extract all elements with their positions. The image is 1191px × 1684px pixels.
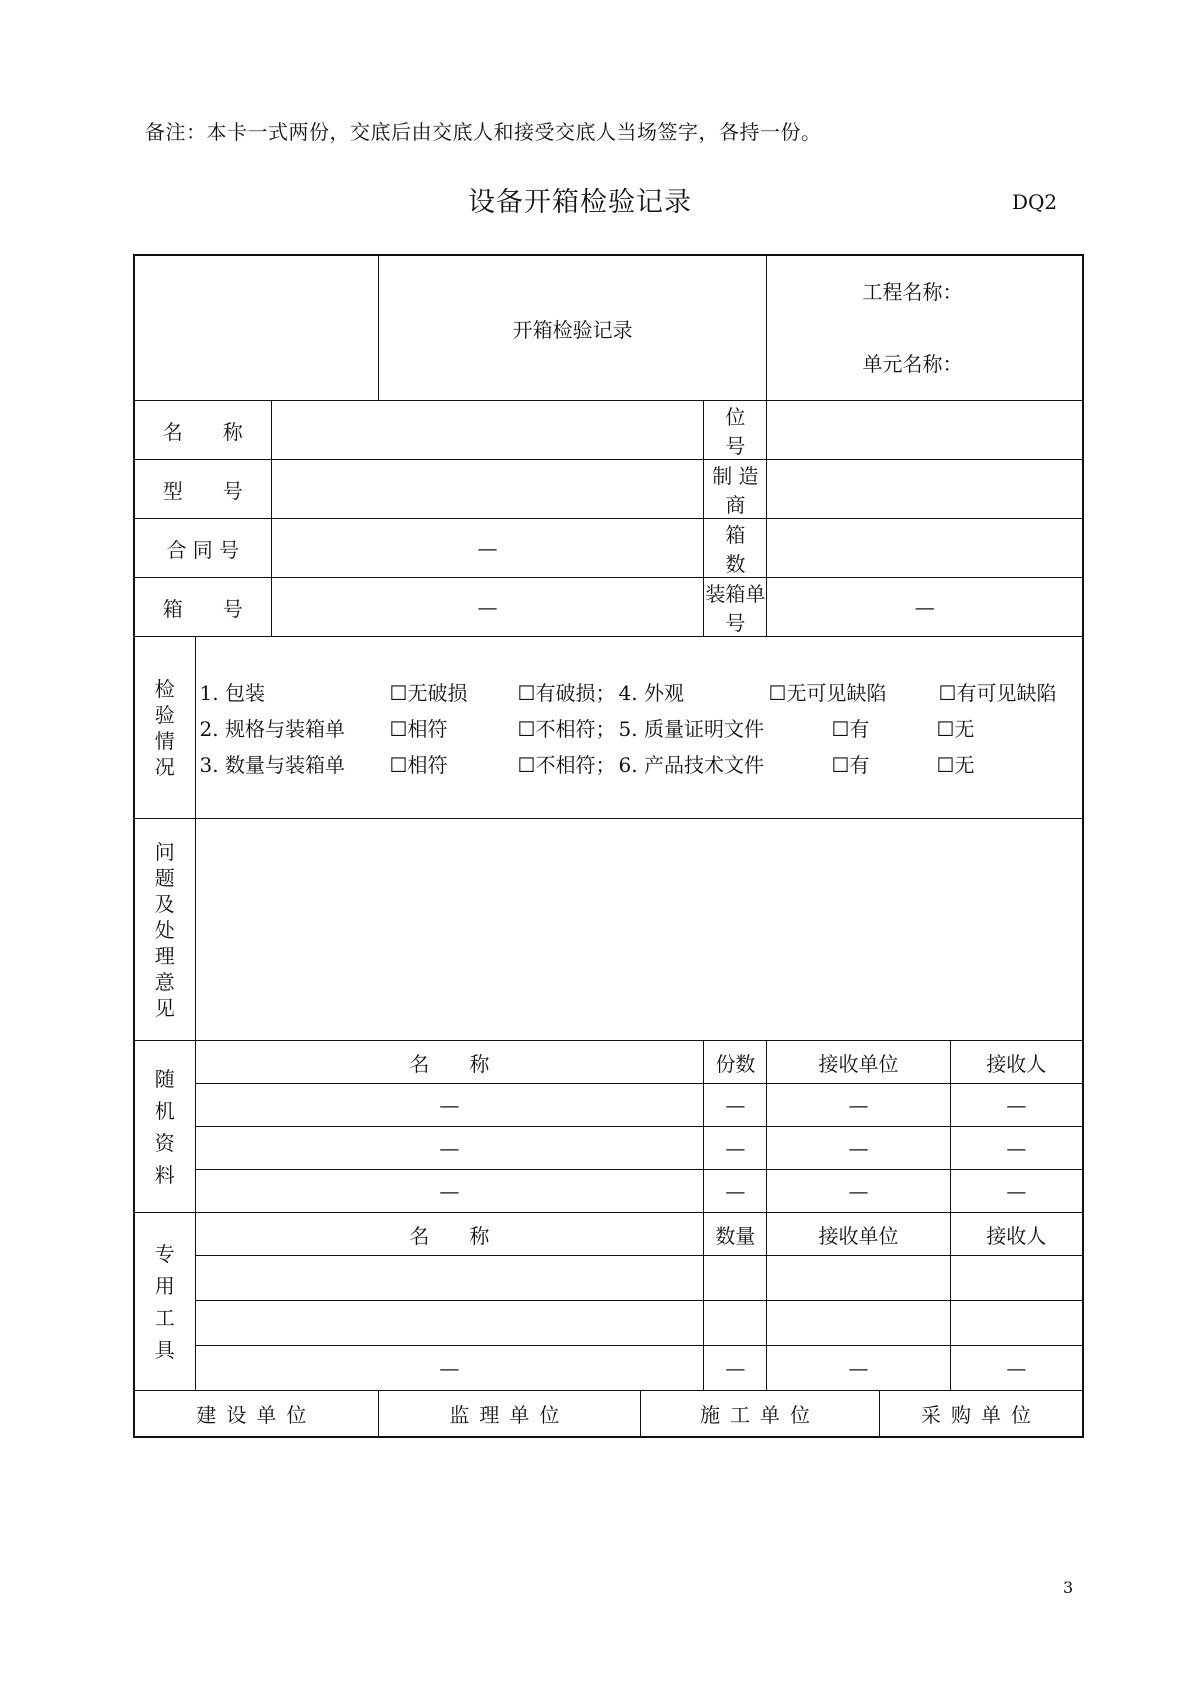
contract-label: 合 同 号	[134, 519, 271, 578]
inspection-form-table	[133, 254, 1084, 1438]
model-label: 型 号	[134, 460, 271, 519]
checkbox-option[interactable]: ☐有破损；	[517, 681, 616, 705]
page-title: 设备开箱检验记录	[468, 187, 692, 218]
tools-header-unit: 接收单位	[767, 1213, 950, 1256]
checkbox-option[interactable]: ☐不相符；	[517, 753, 616, 777]
checkbox-option[interactable]: ☐无破损	[389, 681, 468, 705]
sign-contractor: 施工单位	[641, 1391, 880, 1437]
docs-cell[interactable]: —	[767, 1127, 950, 1170]
tools-cell[interactable]	[195, 1301, 704, 1346]
tools-header-count: 数量	[704, 1213, 767, 1256]
packing-list-value-cell[interactable]: —	[767, 578, 1083, 637]
docs-cell[interactable]: —	[195, 1084, 704, 1127]
form-code: DQ2	[1012, 190, 1058, 214]
docs-cell[interactable]: —	[767, 1170, 950, 1213]
project-name-label: 工程名称：	[862, 280, 963, 304]
tools-header-receiver: 接收人	[950, 1213, 1083, 1256]
box-count-label: 箱 数	[704, 519, 767, 578]
header-blank-cell	[134, 255, 378, 401]
header-center-cell: 开箱检验记录	[378, 255, 767, 401]
checkbox-option[interactable]: ☐相符	[389, 753, 448, 777]
tools-cell[interactable]	[950, 1301, 1083, 1346]
tools-cell[interactable]	[704, 1256, 767, 1301]
sign-supervisor: 监理单位	[378, 1391, 640, 1437]
docs-header-unit: 接收单位	[767, 1041, 950, 1084]
checkbox-option[interactable]: ☐相符	[389, 717, 448, 741]
docs-cell[interactable]: —	[950, 1127, 1083, 1170]
model-value-cell[interactable]	[271, 460, 704, 519]
checkbox-option[interactable]: ☐不相符；	[517, 717, 616, 741]
tools-cell[interactable]: —	[950, 1346, 1083, 1391]
docs-cell[interactable]: —	[950, 1170, 1083, 1213]
table-row	[134, 1346, 1083, 1391]
table-row	[134, 1170, 1083, 1213]
tools-cell[interactable]	[704, 1301, 767, 1346]
checkbox-option[interactable]: ☐有	[831, 753, 870, 777]
docs-label: 随 机 资 料	[134, 1041, 195, 1213]
box-number-value-cell[interactable]: —	[271, 578, 704, 637]
tools-cell[interactable]	[767, 1301, 950, 1346]
header-right-cell	[767, 255, 1083, 401]
checkbox-option[interactable]: ☐无	[936, 753, 975, 777]
tools-cell[interactable]: —	[195, 1346, 704, 1391]
manufacturer-label: 制 造 商	[704, 460, 767, 519]
table-row	[134, 1084, 1083, 1127]
box-number-label: 箱 号	[134, 578, 271, 637]
form-note: 备注：本卡一式两份，交底后由交底人和接受交底人当场签字，各持一份。	[145, 120, 822, 144]
problems-text-area[interactable]	[195, 819, 1083, 1041]
inspection-checklist	[195, 637, 1083, 819]
docs-cell[interactable]: —	[704, 1084, 767, 1127]
table-row	[134, 1127, 1083, 1170]
tools-cell[interactable]	[950, 1256, 1083, 1301]
manufacturer-value-cell[interactable]	[767, 460, 1083, 519]
tools-cell[interactable]: —	[704, 1346, 767, 1391]
checkbox-option[interactable]: ☐有可见缺陷	[938, 681, 1057, 705]
checkbox-option[interactable]: ☐有	[831, 717, 870, 741]
docs-header-receiver: 接收人	[950, 1041, 1083, 1084]
sign-procurement: 采购单位	[879, 1391, 1083, 1437]
packing-list-label: 装箱单号	[704, 578, 767, 637]
table-row	[134, 1301, 1083, 1346]
page-number: 3	[1063, 1578, 1074, 1597]
docs-cell[interactable]: —	[704, 1127, 767, 1170]
name-label: 名 称	[134, 401, 271, 460]
docs-cell[interactable]: —	[704, 1170, 767, 1213]
tools-cell[interactable]: —	[767, 1346, 950, 1391]
sign-owner: 建设单位	[134, 1391, 378, 1437]
tools-cell[interactable]	[767, 1256, 950, 1301]
checkbox-option[interactable]: ☐无可见缺陷	[768, 681, 887, 705]
inspection-line: 2. 规格与装箱单 ☐相符 ☐不相符； 5. 质量证明文件 ☐有 ☐无	[200, 710, 1082, 746]
inspection-line: 3. 数量与装箱单 ☐相符 ☐不相符； 6. 产品技术文件 ☐有 ☐无	[200, 746, 1082, 782]
inspection-label: 检 验 情 况	[134, 637, 195, 819]
box-count-value-cell[interactable]	[767, 519, 1083, 578]
problems-label: 问 题 及 处 理 意 见	[134, 819, 195, 1041]
checkbox-option[interactable]: ☐无	[936, 717, 975, 741]
position-value-cell[interactable]	[767, 401, 1083, 460]
tools-cell[interactable]	[195, 1256, 704, 1301]
unit-name-label: 单元名称：	[862, 352, 963, 376]
docs-cell[interactable]: —	[767, 1084, 950, 1127]
docs-header-count: 份数	[704, 1041, 767, 1084]
name-value-cell[interactable]	[271, 401, 704, 460]
table-row	[134, 1256, 1083, 1301]
docs-cell[interactable]: —	[195, 1127, 704, 1170]
position-label: 位 号	[704, 401, 767, 460]
tools-label: 专 用 工 具	[134, 1213, 195, 1391]
contract-value-cell[interactable]: —	[271, 519, 704, 578]
docs-header-name: 名 称	[195, 1041, 704, 1084]
inspection-line: 1. 包装 ☐无破损 ☐有破损； 4. 外观 ☐无可见缺陷 ☐有可见缺陷	[200, 674, 1082, 710]
tools-header-name: 名 称	[195, 1213, 704, 1256]
docs-cell[interactable]: —	[195, 1170, 704, 1213]
docs-cell[interactable]: —	[950, 1084, 1083, 1127]
